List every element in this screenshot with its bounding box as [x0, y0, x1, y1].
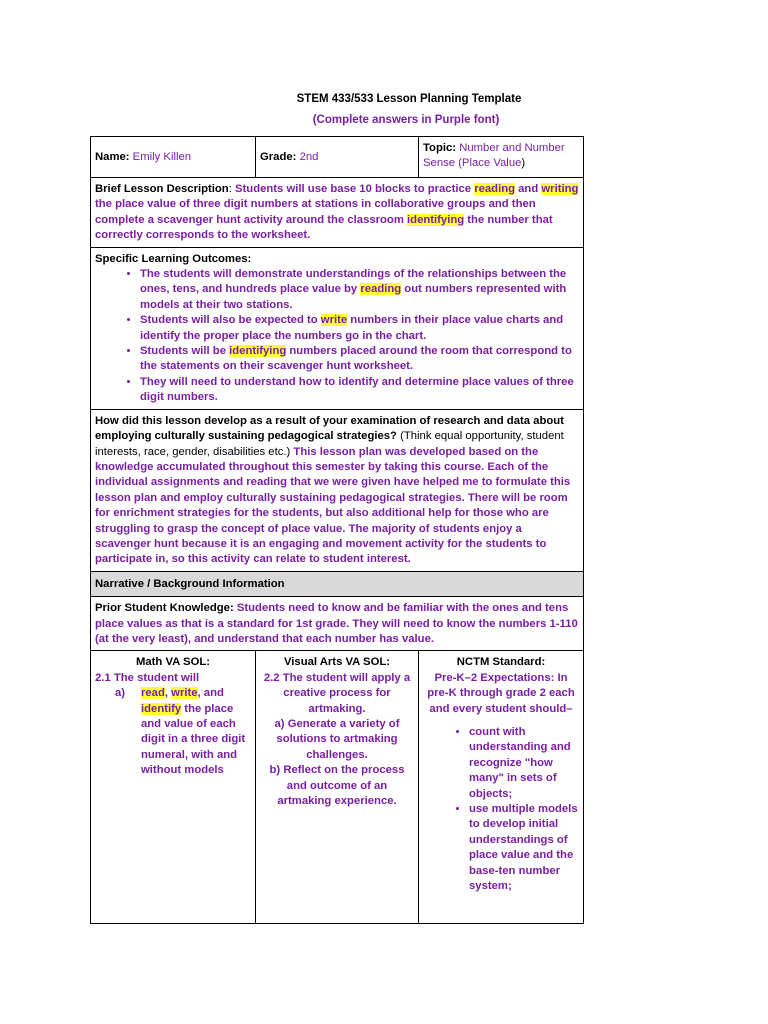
culture-question: How did this lesson develop as a result of your examination of research and data about employing culturally sustaining pedagogical strategies?	[95, 414, 564, 443]
highlight-identifying: identifying	[407, 213, 465, 226]
prior-label: Prior Student Knowledge:	[95, 602, 234, 615]
outcome-2-highlight: write	[320, 314, 348, 327]
culture-hint: (Think equal opportunity, student interests, race, gender, disabilities etc.)	[95, 430, 564, 458]
math-comma: ,	[164, 687, 172, 700]
list-item	[140, 344, 579, 375]
list-item	[140, 313, 579, 344]
math-and: , and	[197, 687, 224, 700]
outcome-1-text-b: out numbers represented with models at their two stations.	[140, 283, 567, 311]
outcome-1-text-a: The students will demonstrate understandings of the relationships between the ones, tens, and hundreds place value by	[140, 268, 567, 296]
document-subtitle: (Complete answers in Purple font)	[312, 114, 500, 126]
culturally-sustaining-cell	[91, 409, 584, 571]
highlight-reading: reading	[474, 183, 516, 195]
arts-text-1: 2.2 The student will apply a creative process for artmaking.	[263, 671, 411, 715]
brief-label: Brief Lesson Description	[95, 183, 229, 195]
prior-knowledge-cell	[91, 597, 584, 651]
list-item	[115, 686, 251, 778]
grade-value: 2nd	[299, 150, 319, 163]
brief-colon: :	[228, 183, 232, 195]
list-item: • count with understanding and recognize "how many" in sets of objects;	[469, 725, 579, 802]
visual-arts-sol-cell	[256, 651, 419, 924]
outcome-2-text-a: Students will also be expected to	[140, 314, 321, 327]
outcome-2-text-b: numbers in their place value charts and identify the proper place the numbers go in the chart.	[140, 314, 564, 342]
brief-text-2: and	[515, 183, 542, 195]
outcome-3-highlight: identifying	[229, 345, 287, 358]
math-intro: 2.1 The student will	[95, 671, 200, 684]
name-value: Emily Killen	[132, 150, 192, 163]
outcome-3-text-a: Students will be	[140, 345, 230, 358]
nctm-standard-cell	[419, 651, 584, 924]
outcome-3-text-b: numbers placed around the room that correspond to the statements on their scavenger hunt worksheet.	[140, 345, 572, 373]
learning-outcomes-cell	[91, 247, 584, 409]
brief-text-4: the number that correctly corresponds to the worksheet.	[95, 213, 553, 242]
name-label: Name:	[95, 150, 130, 163]
outcome-1-highlight: reading	[360, 283, 402, 296]
arts-text-3: b) Reflect on the process and outcome of an artmaking experience.	[269, 764, 405, 808]
topic-cell	[419, 137, 584, 178]
nctm-header: NCTM Standard:	[456, 656, 546, 669]
brief-text-3: the place value of three digit numbers at stations in collaborative groups and then complete a scavenger hunt activity around the classroom	[95, 198, 536, 226]
nctm-list	[423, 725, 579, 894]
math-list	[95, 686, 251, 778]
nctm-intro: Pre-K–2 Expectations: In pre-K through grade 2 each and every student should–	[427, 671, 575, 715]
document-title: STEM 433/533 Lesson Planning Template	[296, 93, 522, 105]
highlight-writing: writing	[541, 183, 579, 195]
topic-close: )	[521, 157, 526, 170]
outcomes-list	[95, 267, 579, 406]
math-rest: the place and value of each digit in a three digit numeral, with and without models	[141, 702, 246, 777]
brief-text-1: Students will use base 10 blocks to practice	[231, 183, 475, 195]
culture-answer: This lesson plan was developed based on the knowledge accumulated throughout this semester by taking this course. Each of the individual assignments and reading that we were given have helped me to formulate this lesson plan and employ culturally sustaining pedagogical strategies. There will be room for enrichment strategies for the students, but also additional help for those who are struggling to grasp the concept of place value. The majority of students enjoy a scavenger hunt because it is an engaging and movement activity for the students to participate in, so this activity can relate to student interest.	[95, 445, 571, 566]
lesson-plan-table	[90, 136, 584, 924]
narrative-label: Narrative / Background Information	[95, 577, 285, 590]
arts-header: Visual Arts VA SOL:	[283, 656, 391, 669]
math-highlight-identify: identify	[141, 702, 182, 715]
list-item: • use multiple models to develop initial understandings of place value and the base-ten number system;	[469, 802, 579, 894]
name-cell	[91, 137, 256, 178]
topic-value: Number and Number Sense (Place Value	[423, 142, 565, 170]
list-item: • They will need to understand how to identify and determine place values of three digit numbers.	[140, 375, 579, 406]
list-item	[140, 267, 579, 313]
grade-cell	[256, 137, 419, 178]
math-sol-cell	[91, 651, 256, 924]
math-marker: a)	[115, 687, 126, 700]
narrative-header-cell	[91, 571, 584, 596]
arts-text-2: a) Generate a variety of solutions to artmaking challenges.	[274, 718, 400, 761]
math-header: Math VA SOL:	[135, 656, 211, 669]
math-highlight-read: read	[141, 687, 165, 700]
brief-description-cell	[91, 178, 584, 248]
grade-label: Grade:	[260, 150, 297, 163]
outcomes-label: Specific Learning Outcomes:	[95, 252, 252, 265]
math-highlight-write: write	[171, 687, 198, 700]
prior-text: Students need to know and be familiar with the ones and tens place values as that is a standard for 1st grade. They will need to know the numbers 1-110 (at the very least), and understand that each number has value.	[95, 602, 578, 645]
topic-label: Topic:	[423, 142, 457, 154]
